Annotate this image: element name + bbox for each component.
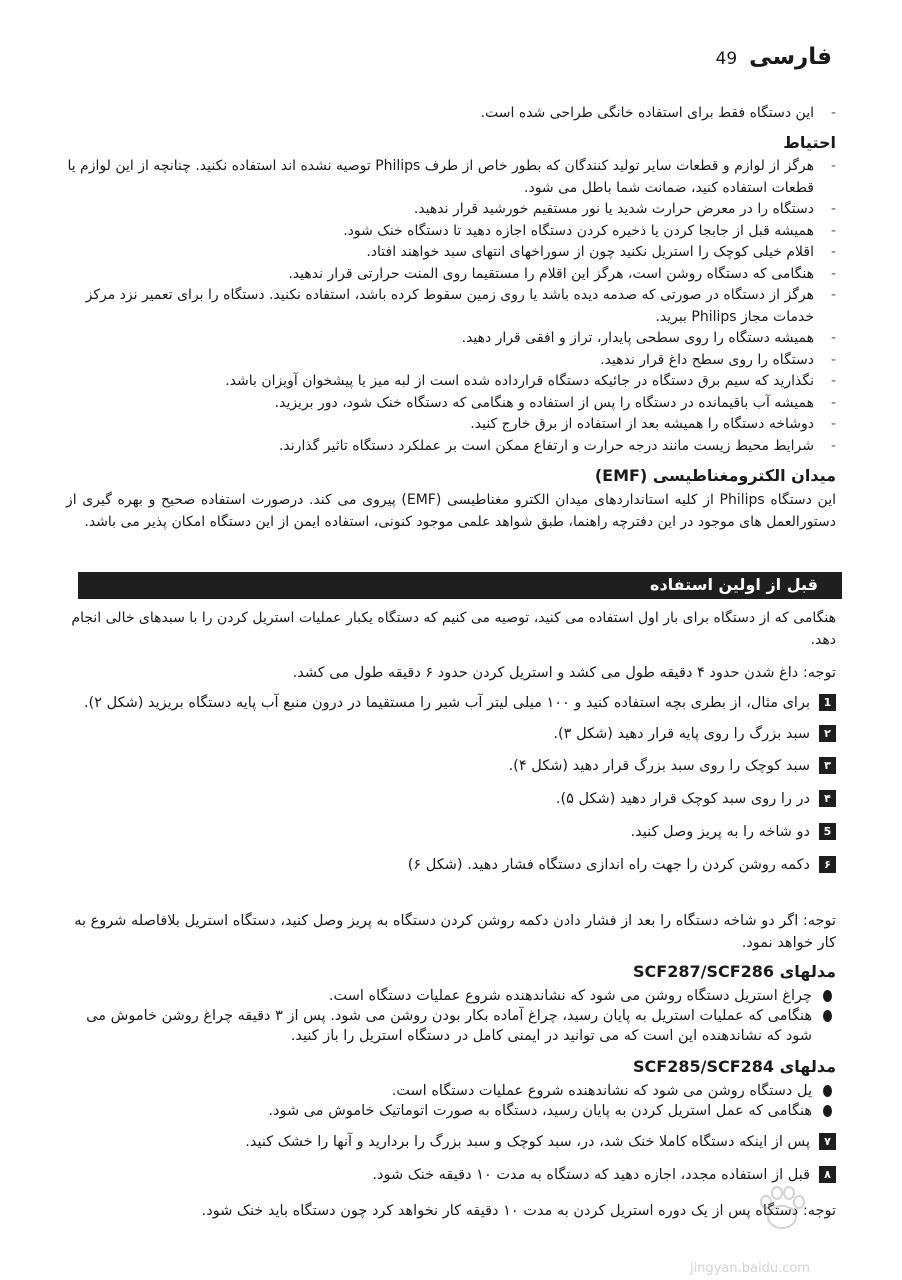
section-bar <box>78 572 842 598</box>
step-item <box>66 693 836 714</box>
steps-list-continued <box>66 1132 836 1198</box>
page-header <box>716 44 832 70</box>
step-text: دو شاخه را به پریز وصل کنید. <box>630 824 810 840</box>
bullet-dot-icon <box>823 1085 832 1097</box>
section-divider <box>78 598 842 599</box>
step-text: قبل از استفاده مجدد، اجازه دهید که دستگاه به مدت ۱۰ دقیقه خنک شود. <box>372 1167 810 1183</box>
models-a-title: مدلهای SCF287/SCF286 <box>633 962 836 981</box>
caution-list <box>66 156 836 457</box>
bullet-item <box>66 1101 836 1121</box>
language-title: فارسی <box>749 44 832 70</box>
list-item: - همیشه دستگاه را روی سطحی پایدار، تراز و افقی قرار دهید. <box>66 328 836 350</box>
bullet-item <box>66 1081 836 1101</box>
intro-list <box>66 103 836 125</box>
bullet-dot-icon <box>823 1010 832 1022</box>
emf-text: این دستگاه Philips از کلیه استانداردهای میدان الکترو مغناطیسی (EMF) پیروی می کند. درصورت استفاده صحیح و بهره گیری از دستورالعمل های موجود در این دفترچه راهنما، طبق شواهد علمی موجود کنونی، استفاده ایمن از این دستگاه امکان پذیر می باشد. <box>66 492 836 530</box>
note-timing: توجه: داغ شدن حدود ۴ دقیقه طول می کشد و استریل کردن حدود ۶ دقیقه طول می کشد. <box>292 665 836 681</box>
step-text: سبد کوچک را روی سبد بزرگ قرار دهید (شکل ۴). <box>508 758 810 774</box>
emf-title: میدان الکترومغناطیسی (EMF) <box>594 466 836 485</box>
bullet-dot-icon <box>823 990 832 1002</box>
step-item <box>66 855 836 876</box>
list-item: - هرگز از دستگاه در صورتی که صدمه دیده باشد یا روی زمین سقوط کرده باشد، استفاده نکنید. دستگاه را برای تعمیر نزد مرکز خدمات مجاز Philips ببرید. <box>66 285 836 328</box>
step-number-badge: ۳ <box>819 757 836 774</box>
step-number-badge: ۶ <box>819 856 836 873</box>
list-item: - نگذارید که سیم برق دستگاه در جائیکه دستگاه قرارداده شده است از لبه میز یا پیشخوان آویزان باشد. <box>66 371 836 393</box>
step-text: سبد بزرگ را روی پایه قرار دهید (شکل ۳). <box>553 726 810 742</box>
step-number-badge: ۲ <box>819 725 836 742</box>
list-item: - دستگاه را در معرض حرارت شدید یا نور مستقیم خورشید قرار ندهید. <box>66 199 836 221</box>
list-item: - هرگز از لوازم و قطعات سایر تولید کنندگان که بطور خاص از طرف Philips توصیه نشده اند استفاده نکنید. چنانچه از این لوازم یا قطعات استفاده کنید، ضمانت شما باطل می شود. <box>66 156 836 199</box>
step-number-badge: 5 <box>819 823 836 840</box>
step-text: دکمه روشن کردن را جهت راه اندازی دستگاه فشار دهید. (شکل ۶) <box>407 857 810 873</box>
step-text: در را روی سبد کوچک قرار دهید (شکل ۵). <box>555 791 810 807</box>
list-item: - همیشه آب باقیمانده در دستگاه را پس از استفاده و هنگامی که دستگاه خنک شود، دور بریزید. <box>66 393 836 415</box>
bullet-text: هنگامی که عملیات استریل به پایان رسید، چراغ آماده بکار بودن روشن می شود. پس از ۳ دقیقه چراغ روشن خاموش می شود که نشاندهنده این است که می توانید در ایمنی کامل در دستگاه استریل را باز کنید. <box>86 1008 812 1044</box>
step-item <box>66 724 836 745</box>
list-item: - دوشاخه دستگاه را همیشه بعد از استفاده از برق خارج کنید. <box>66 414 836 436</box>
step-text: پس از اینکه دستگاه کاملا خنک شد، در، سبد کوچک و سبد بزرگ را بردارید و آنها را خشک کنید. <box>245 1134 810 1150</box>
step-item <box>66 1165 836 1186</box>
step-item <box>66 789 836 810</box>
list-item: - دستگاه را روی سطح داغ قرار ندهید. <box>66 350 836 372</box>
bullet-item <box>66 986 836 1006</box>
list-item: - هنگامی که دستگاه روشن است، هرگز این اقلام را مستقیما روی المنت حرارتی قرار ندهید. <box>66 264 836 286</box>
note-final: توجه: دستگاه پس از یک دوره استریل کردن به مدت ۱۰ دقیقه کار نخواهد کرد چون دستگاه باید خنک شود. <box>201 1203 836 1219</box>
step-number-badge: ۸ <box>819 1166 836 1183</box>
steps-list <box>66 693 836 888</box>
bullet-text: یل دستگاه روشن می شود که نشاندهنده شروع عملیات دستگاه است. <box>391 1083 812 1099</box>
watermark-text: jingyan.baidu.com <box>690 1261 810 1276</box>
bullet-item <box>66 1006 836 1046</box>
list-item: - شرایط محیط زیست مانند درجه حرارت و ارتفاع ممکن است بر عملکرد دستگاه تاثیر گذارند. <box>66 436 836 458</box>
models-b-title: مدلهای SCF285/SCF284 <box>633 1057 836 1076</box>
models-a-list <box>66 986 836 1046</box>
page-number: 49 <box>715 49 738 69</box>
step-text: برای مثال، از بطری بچه استفاده کنید و ۱۰۰ میلی لیتر آب شیر را مستقیما در درون منبع آب پایه دستگاه بریزید (شکل ۲). <box>83 695 810 711</box>
note-plug: توجه: اگر دو شاخه دستگاه را بعد از فشار دادن دکمه روشن کردن دستگاه به پریز وصل کنید، دستگاه استریل بلافاصله شروع به کار خواهد نمود. <box>74 913 836 951</box>
list-item: - اقلام خیلی کوچک را استریل نکنید چون از سوراخهای انتهای سبد خواهند افتاد. <box>66 242 836 264</box>
first-use-intro: هنگامی که از دستگاه برای بار اول استفاده می کنید، توصیه می کنیم که دستگاه یکبار عملیات استریل کردن را با سبدهای خالی انجام دهد. <box>71 610 836 648</box>
section-title: قبل از اولین استفاده <box>650 575 818 594</box>
list-item: - این دستگاه فقط برای استفاده خانگی طراحی شده است. <box>66 103 836 125</box>
list-item: - همیشه قبل از جابجا کردن یا ذخیره کردن دستگاه اجازه دهید تا دستگاه خنک شود. <box>66 221 836 243</box>
step-number-badge: 1 <box>819 694 836 711</box>
bullet-text: چراغ استریل دستگاه روشن می شود که نشاندهنده شروع عملیات دستگاه است. <box>328 988 812 1004</box>
caution-title: احتیاط <box>783 133 836 152</box>
bullet-text: هنگامی که عمل استریل کردن به پایان رسید، دستگاه به صورت اتوماتیک خاموش می شود. <box>268 1103 812 1119</box>
step-item <box>66 756 836 777</box>
step-item <box>66 822 836 843</box>
models-b-list <box>66 1081 836 1121</box>
step-number-badge: ۷ <box>819 1133 836 1150</box>
step-item <box>66 1132 836 1153</box>
bullet-dot-icon <box>823 1105 832 1117</box>
step-number-badge: ۴ <box>819 790 836 807</box>
